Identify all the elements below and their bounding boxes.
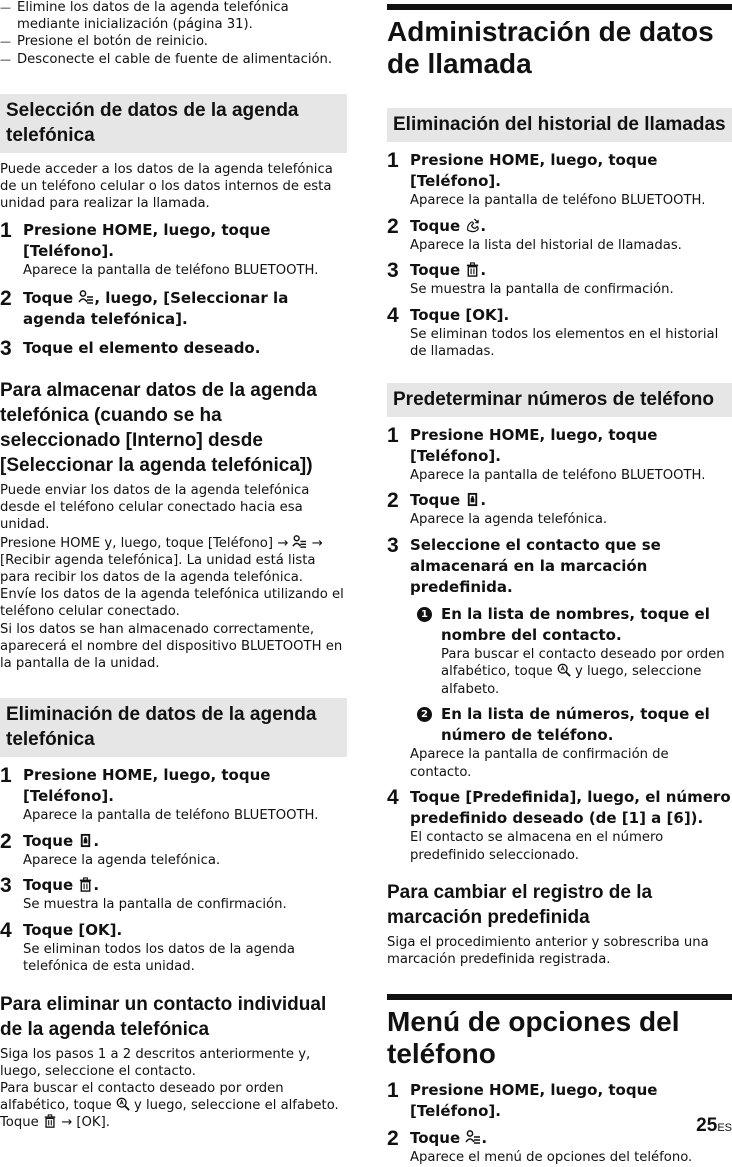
step-title: Presione HOME, luego, toque [Teléfono].	[410, 151, 658, 190]
step-number: 1	[0, 219, 12, 243]
step-title: Toque .	[410, 216, 487, 235]
step	[387, 787, 732, 864]
step-title: Presione HOME, luego, toque [Teléfono].	[23, 766, 271, 806]
right-column	[387, 0, 732, 1167]
left-column	[0, 0, 347, 1132]
arrow: →	[61, 1115, 73, 1131]
paragraph: Envíe los datos de la agenda telefónica utilizando el teléfono celular conectado.	[0, 587, 344, 620]
step	[0, 220, 347, 280]
step-desc: Se eliminan todos los elementos en el historial de llamadas.	[410, 326, 719, 359]
step-title: Seleccione el contacto que se almacenará en la marcación predefinida.	[410, 535, 661, 596]
step-number: 2	[0, 286, 12, 310]
step-desc: Aparece la pantalla de teléfono BLUETOOTH.	[410, 193, 706, 208]
step-desc: Aparece la pantalla de teléfono BLUETOOTH.	[23, 808, 319, 824]
chapter-heading	[387, 994, 732, 1070]
subsection-heading: Para eliminar un contacto individual de la agenda telefónica	[0, 993, 327, 1040]
step	[387, 490, 732, 529]
step-number: 2	[0, 829, 12, 853]
step-title: Toque [OK].	[23, 920, 123, 939]
paragraph: Para buscar el contacto deseado por orden alfabético, toque y luego, seleccione el alfabeto.	[0, 1081, 339, 1114]
step-number: 1	[387, 1079, 399, 1103]
substep-number: 2	[417, 707, 432, 722]
intro-bullet-list	[0, 0, 347, 68]
step-title: Presione HOME, luego, toque [Teléfono].	[410, 425, 658, 465]
section-title: Eliminación de datos de la agenda telefónica	[6, 704, 317, 751]
list-item: — Presione el botón de reinicio.	[0, 33, 347, 50]
step-desc: Aparece la pantalla de teléfono BLUETOOTH.	[23, 263, 319, 279]
step-number: 1	[0, 764, 12, 788]
substep-number: 1	[417, 607, 432, 622]
paragraph: Siga el procedimiento anterior y sobrescriba una marcación predefinida registrada.	[387, 935, 709, 968]
step-desc: Aparece la lista del historial de llamadas.	[410, 237, 682, 253]
section-heading-eliminacion-agenda	[0, 698, 347, 757]
step	[387, 425, 732, 485]
step	[0, 338, 347, 360]
step-desc: Se muestra la pantalla de confirmación.	[23, 897, 287, 913]
step-desc: Aparece la agenda telefónica.	[410, 512, 608, 527]
step	[0, 875, 347, 914]
step-number: 2	[387, 1127, 399, 1151]
step-title: Toque .	[410, 1129, 488, 1148]
section-intro: Puede acceder a los datos de la agenda telefónica de un teléfono celular o los datos internos de esta unidad para realizar la llamada.	[0, 161, 333, 212]
arrow: →	[311, 535, 323, 551]
step	[387, 1128, 732, 1167]
substep-title: En la lista de números, toque el número de teléfono.	[441, 705, 710, 744]
arrow: →	[277, 535, 289, 551]
step-desc: El contacto se almacena en el número predefinido seleccionado.	[410, 830, 664, 863]
chapter-title: Menú de opciones del teléfono	[387, 1006, 680, 1070]
step-title: Toque .	[410, 491, 487, 509]
step-number: 3	[387, 259, 399, 282]
step	[0, 920, 347, 976]
paragraph: Presione HOME y, luego, toque [Teléfono] → → [Recibir agenda telefónica]. La unidad está lista para recibir los datos de la agenda telefónica.	[0, 535, 323, 585]
step-title: Toque .	[410, 261, 487, 279]
substep-desc: Para buscar el contacto deseado por orden alfabético, toque y luego, seleccione alfabeto.	[441, 646, 725, 697]
step-title: Toque [Predefinida], luego, el número predefinido deseado (de [1] a [6]).	[410, 788, 731, 827]
paragraph: Toque → [OK].	[0, 1115, 110, 1131]
step-desc: Se muestra la pantalla de confirmación.	[410, 282, 674, 297]
step-number: 2	[387, 214, 399, 238]
trash-icon	[78, 877, 93, 892]
section-title: Eliminación del historial de llamadas	[393, 114, 726, 135]
search-icon	[557, 663, 571, 677]
substep	[417, 604, 732, 699]
step-desc: Aparece la pantalla de confirmación de contacto.	[410, 747, 669, 780]
substep-title: En la lista de nombres, toque el nombre del contacto.	[441, 604, 710, 644]
step	[0, 288, 347, 330]
section-title: Selección de datos de la agenda telefónica	[6, 99, 299, 146]
step-title: Presione HOME, luego, toque [Teléfono].	[23, 221, 271, 261]
phone-options-icon	[465, 1129, 481, 1145]
step	[387, 305, 732, 361]
section-heading-predeterminar	[387, 383, 732, 417]
chapter-title: Administración de datos de llamada	[387, 16, 714, 79]
phonebook-icon	[465, 492, 480, 507]
step-title: Toque el elemento deseado.	[23, 338, 261, 357]
phonebook-icon	[78, 833, 93, 848]
step	[0, 831, 347, 870]
step-number: 4	[387, 303, 399, 327]
step	[387, 150, 732, 210]
subsection-heading: Para almacenar datos de la agenda telefónica (cuando se ha seleccionado [Interno] desde [Seleccionar la agenda telefónica])	[0, 379, 317, 476]
page-number	[696, 1115, 732, 1137]
call-history-icon	[465, 218, 480, 233]
step-number: 4	[387, 786, 399, 809]
page-language-code: ES	[717, 1122, 732, 1134]
subsection-heading: Para cambiar el registro de la marcación predefinida	[387, 882, 653, 928]
trash-icon	[43, 1114, 57, 1128]
page-number-value: 25	[696, 1115, 718, 1136]
step	[387, 216, 732, 255]
step-number: 2	[387, 489, 399, 512]
step-number: 3	[0, 874, 12, 898]
step	[387, 260, 732, 299]
paragraph: Si los datos se han almacenado correctamente, aparecerá el nombre del dispositivo BLUETOOTH en la pantalla de la unidad.	[0, 621, 343, 671]
paragraph-block	[0, 482, 347, 672]
section-heading-seleccion	[0, 94, 347, 153]
paragraph-block	[0, 1046, 347, 1132]
step-desc: Aparece el menú de opciones del teléfono.	[410, 1150, 693, 1166]
step	[0, 765, 347, 825]
step-title: Toque .	[23, 876, 100, 895]
step-desc: Aparece la pantalla de teléfono BLUETOOTH.	[410, 467, 706, 483]
search-icon	[116, 1097, 130, 1111]
trash-icon	[465, 262, 480, 277]
step-title: Toque [OK].	[410, 305, 510, 324]
list-item: — Desconecte el cable de fuente de alimentación.	[0, 51, 347, 68]
step-number: 1	[387, 423, 399, 447]
step-desc: Se eliminan todos los datos de la agenda telefónica de esta unidad.	[23, 941, 295, 975]
paragraph: Puede enviar los datos de la agenda telefónica desde el teléfono celular conectado hacia esa unidad.	[0, 482, 310, 533]
list-item: — Elimine los datos de la agenda telefónica mediante inicialización (página 31).	[0, 0, 347, 33]
step-title: Toque , luego, [Seleccionar la agenda telefónica].	[23, 288, 289, 328]
step-title: Toque .	[23, 831, 100, 850]
step-number: 4	[0, 918, 12, 942]
section-heading-historial	[387, 108, 732, 142]
step-title: Presione HOME, luego, toque [Teléfono].	[410, 1081, 658, 1121]
section-title: Predeterminar números de teléfono	[393, 388, 714, 410]
step	[387, 535, 732, 598]
chapter-heading	[387, 4, 732, 80]
step-desc: Aparece la agenda telefónica.	[23, 852, 221, 868]
step	[387, 1080, 732, 1122]
substep	[417, 704, 732, 746]
step-number: 3	[387, 533, 399, 557]
phone-options-icon	[292, 534, 307, 549]
step-number: 1	[387, 149, 399, 172]
paragraph: Siga los pasos 1 a 2 descritos anteriormente y, luego, seleccione el contacto.	[0, 1046, 311, 1079]
phone-options-icon	[78, 289, 94, 305]
step-number: 3	[0, 336, 12, 360]
